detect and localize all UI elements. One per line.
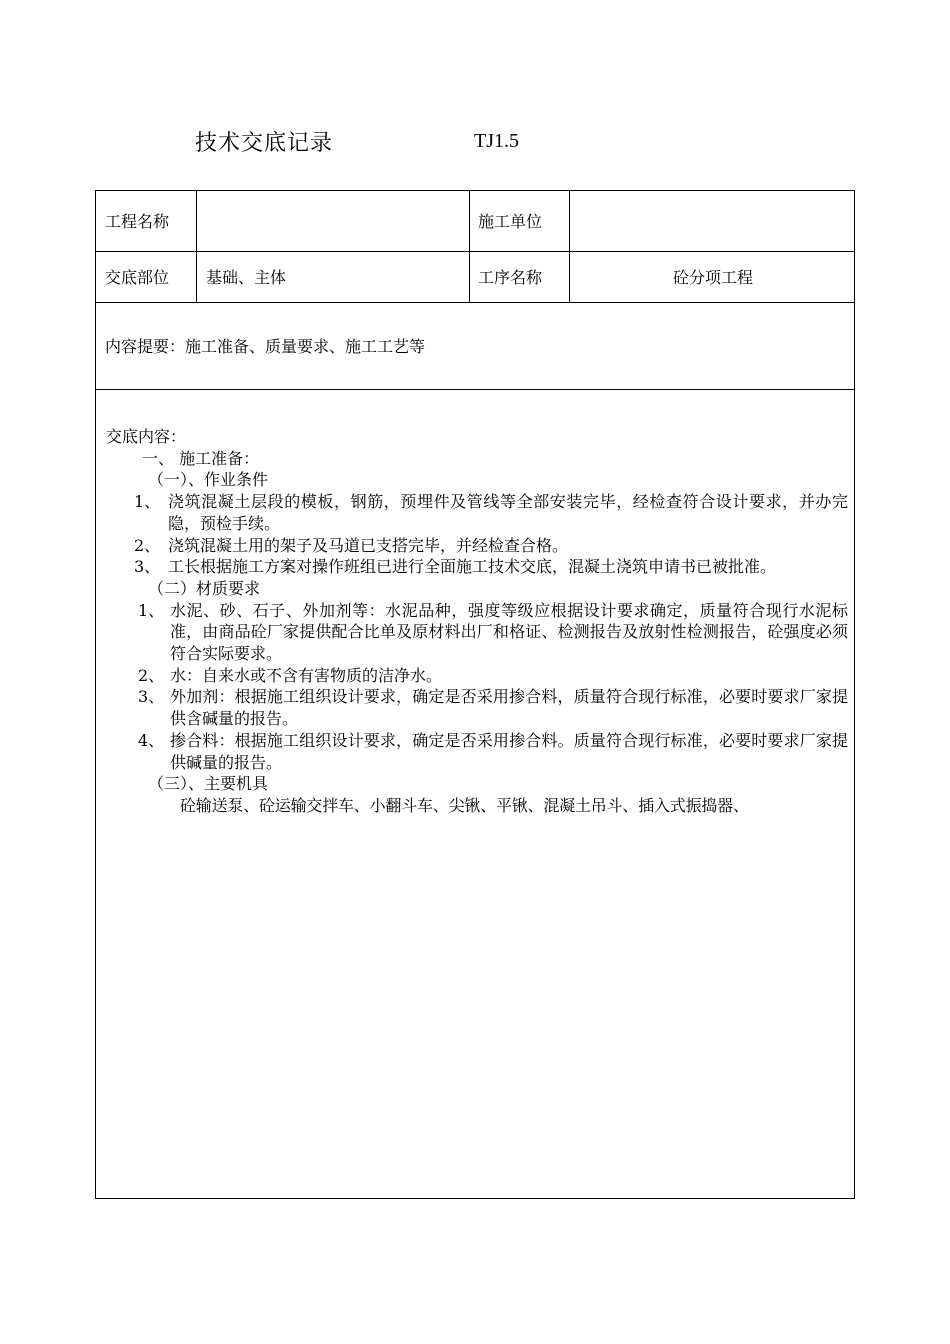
process-label: 工序名称 [478, 268, 543, 287]
list-item: 1、 水泥、砂、石子、外加剂等：水泥品种，强度等级应根据设计要求确定，质量符合现行水泥标准，由商品砼厂家提供配合比单及原材料出厂和格证、检测报告及放射性检测报告，砼强度必须符合实际要求。 [138, 600, 848, 664]
column-divider [469, 191, 470, 302]
process-value: 砼分项工程 [672, 268, 753, 287]
project-name-label: 工程名称 [105, 212, 170, 231]
row-divider [96, 389, 854, 390]
list-item: 1、 浇筑混凝土层段的模板，钢筋，预埋件及管线等全部安装完毕，经检查符合设计要求，并办完隐，预检手续。 [134, 492, 848, 533]
section-heading: 一、 施工准备： [142, 448, 260, 468]
summary-row [105, 337, 425, 357]
list-item: 3、 工长根据施工方案对操作班组已进行全面施工技术交底，混凝土浇筑申请书已被批准。 [134, 557, 777, 577]
subsection-heading: （二）材质要求 [148, 578, 261, 598]
equipment-list: 砼输送泵、砼运输交拌车、小翻斗车、尖锹、平锹、混凝土吊斗、插入式振捣器、 [180, 795, 749, 815]
summary-label: 内容提要： [105, 337, 186, 356]
subsection-heading: （三）、主要机具 [148, 774, 269, 794]
subsection-heading: （一）、作业条件 [148, 470, 269, 490]
summary-value: 施工准备、质量要求、施工工艺等 [185, 337, 426, 356]
column-divider [196, 191, 197, 302]
row-divider [96, 302, 854, 303]
part-value: 基础、主体 [206, 268, 287, 287]
list-item: 3、 外加剂：根据施工组织设计要求，确定是否采用掺合料，质量符合现行标准，必要时要求厂家提供含碱量的报告。 [138, 687, 848, 729]
construction-unit-label: 施工单位 [478, 212, 543, 231]
list-item: 4、 掺合料：根据施工组织设计要求，确定是否采用掺合料。质量符合现行标准，必要时要求厂家提供碱量的报告。 [138, 730, 848, 772]
document-title: 技术交底记录 [195, 131, 334, 156]
list-item: 2、 浇筑混凝土用的架子及马道已支搭完毕，并经检查合格。 [134, 535, 569, 555]
part-label: 交底部位 [105, 268, 170, 287]
list-item: 2、 水：自来水或不含有害物质的洁净水。 [138, 665, 443, 685]
document-code: TJ1.5 [474, 130, 519, 152]
row-divider [96, 251, 854, 252]
disclosure-content [106, 426, 848, 817]
content-heading: 交底内容： [106, 427, 187, 446]
record-table [95, 190, 855, 1199]
